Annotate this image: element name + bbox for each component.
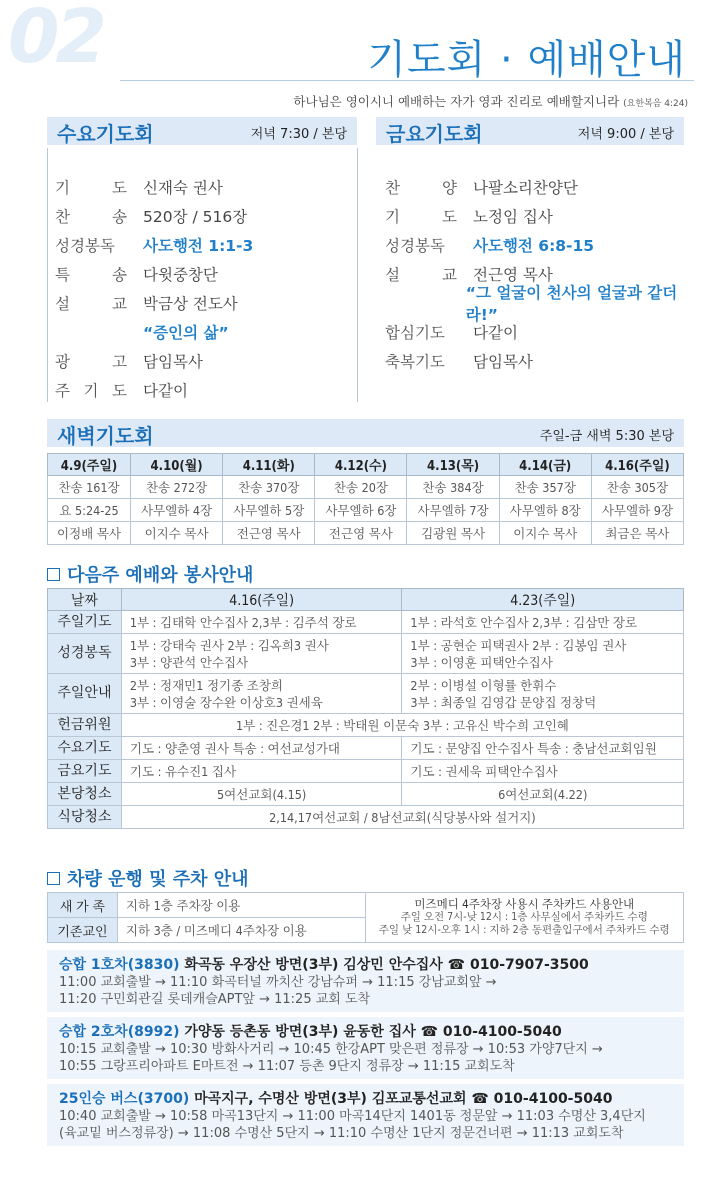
square-bullet-icon [47,568,60,581]
row-label-reading: 성경봉독 [48,634,122,674]
parking-heading-text: 차량 운행 및 주차 안내 [67,869,249,890]
route-area: 마곡지구, 수명산 방면(3부) [194,1091,367,1107]
dawn-cell: 사무엘하 6장 [315,499,407,522]
route-stops: 11:20 구민회관길 롯데캐슬APT앞 → 11:25 교회 도착 [59,992,371,1007]
title-divider [120,80,694,81]
next-week-heading [47,561,253,587]
label-char: 설 [385,265,400,284]
friday-row [385,230,685,259]
reading-b-line2: 3부 : 이영훈 피택안수집사 [410,654,553,670]
parking-heading [47,865,249,891]
dawn-date-header: 4.12(수) [315,454,407,476]
dawn-cell: 찬송 272장 [131,476,223,499]
prayer-cell-b: 1부 : 라석호 안수집사 2,3부 : 김삼만 장로 [402,611,684,634]
label-char: 도 [112,178,127,197]
dawn-date-header: 4.13(목) [407,454,499,476]
dawn-cell: 사무엘하 7장 [407,499,499,522]
route-stops: 10:40 교회출발 → 10:58 마곡13단지 → 11:00 마곡14단지 1401동 정문앞 → 11:03 수명산 3,4단지 [59,1109,646,1124]
friday-program [385,172,685,375]
route-header [59,954,672,974]
dawn-prayer-header [47,419,684,447]
dawn-cell: 찬송 161장 [48,476,131,499]
dawn-prayer-title: 새벽기도회 [57,424,154,448]
dawn-cell: 이정배 목사 [48,522,131,545]
friday-prayer-header [376,117,684,145]
dawn-cell: 사무엘하 5장 [223,499,315,522]
usher-b-line2: 3부 : 최종일 김영갑 문양집 정창덕 [410,694,597,710]
wednesday-row-value: 다윗중창단 [143,265,218,284]
friday-row-value: “그 얼굴이 천사의 얼굴과 같더라!” [465,283,678,324]
row-label-prayer: 주일기도 [48,611,122,634]
header-date-a: 4.16(주일) [121,589,402,611]
newcomer-label: 새 가 족 [48,893,118,918]
wednesday-cell-b: 기도 : 문양집 안수집사 특송 : 충남선교회임원 [402,737,684,760]
wednesday-program [55,172,350,404]
wednesday-row-label [55,350,129,372]
wednesday-prayer-header [47,117,357,145]
row-label-friday: 금요기도 [48,760,122,783]
dawn-cell: 사무엘하 4장 [131,499,223,522]
dawn-cell: 이지수 목사 [499,522,591,545]
row-label-usher: 주일안내 [48,674,122,714]
friday-row-value: 사도행전 6:8-15 [473,236,595,255]
dawn-prayer-table [47,453,684,545]
wednesday-row [55,375,350,404]
reading-b-line1: 1부 : 공현순 피택권사 2부 : 김봉임 권사 [410,637,627,653]
bus-name: 승합 2호차(8992) [59,1024,180,1040]
wednesday-row-value: 520장 / 516장 [143,207,248,226]
usher-b-line1: 2부 : 이병설 이형률 한휘수 [410,677,557,693]
column-divider [357,148,358,402]
dawn-row [48,476,684,499]
wednesday-row-label [55,234,129,256]
dawn-date-header: 4.16(주일) [591,454,683,476]
verse-text: 하나님은 영이시니 예배하는 자가 영과 진리로 예배할지니라 [293,94,620,109]
friday-prayer-time: 저녁 9:00 / 본당 [577,127,674,142]
dawn-date-header: 4.9(주일) [48,454,131,476]
page-title: 기도회 · 예배안내 [367,37,686,83]
dawn-cell: 요 5:24-25 [48,499,131,522]
member-parking: 지하 3층 / 미즈메디 4주차장 이용 [117,918,365,943]
label-char: 교 [112,294,127,313]
friday-cell-b: 기도 : 권세욱 피택안수집사 [402,760,684,783]
label-char: 광 [55,352,70,371]
route-driver: 김포교통선교회 ☎ 010-4100-5040 [371,1091,613,1107]
wednesday-row-value: “증인의 삶” [143,323,229,342]
dawn-cell: 사무엘하 8장 [499,499,591,522]
friday-row-value: 다같이 [473,323,518,342]
reading-cell-b [402,634,684,674]
wednesday-row-value: 다같이 [143,381,188,400]
sanctuary-cell-a: 5여선교회(4.15) [121,783,402,806]
wednesday-left-rule [47,148,48,402]
reading-cell-a [121,634,402,674]
dawn-row [48,499,684,522]
row-label-sanctuary: 본당청소 [48,783,122,806]
label-char: 고 [112,352,127,371]
next-week-heading-text: 다음주 예배와 봉사안내 [67,565,254,586]
header-date: 날짜 [48,589,122,611]
friday-row-value: 전근영 목사 [473,265,553,284]
route-driver: 윤동한 집사 ☎ 010-4100-5040 [343,1024,562,1040]
dawn-cell: 전근영 목사 [223,522,315,545]
friday-row [385,201,685,230]
square-bullet-icon [47,872,60,885]
label-char: 교 [442,265,457,284]
wednesday-prayer-time: 저녁 7:30 / 본당 [250,127,347,142]
dawn-cell: 찬송 357장 [499,476,591,499]
wednesday-row [55,346,350,375]
wednesday-row-label [55,263,129,285]
parking-card-line2: 주일 낮 12시-오후 1시 : 지하 2층 동편출입구에서 주차카드 수령 [378,924,670,936]
wednesday-row-label [55,379,129,401]
dawn-cell: 전근영 목사 [315,522,407,545]
row-label-wednesday: 수요기도 [48,737,122,760]
reading-a-line2: 3부 : 양관석 안수집사 [129,654,249,670]
label-char: 양 [442,178,457,197]
dawn-cell: 찬송 305장 [591,476,683,499]
friday-row-label [385,350,459,372]
label-char: 설 [55,294,70,313]
route-2 [47,1017,684,1079]
dawn-date-header: 4.11(화) [223,454,315,476]
label-char: 송 [112,265,127,284]
friday-row-value: 노정임 집사 [473,207,553,226]
usher-a-line1: 2부 : 정재민1 정기종 조창희 [129,677,284,693]
label-char: 축복기도 [385,352,445,371]
dawn-row [48,522,684,545]
friday-row-label [385,263,459,285]
label-char: 찬 [55,207,70,226]
parking-card-info [365,893,684,943]
wednesday-row [55,288,350,317]
friday-row-value: 담임목사 [473,352,533,371]
dawn-cell: 김광원 목사 [407,522,499,545]
wednesday-row [55,259,350,288]
usher-a-line2: 3부 : 이영술 장수완 이상호3 권세육 [129,694,323,710]
dawn-prayer-time: 주일-금 새벽 5:30 본당 [539,429,674,444]
wednesday-cell-a: 기도 : 양춘영 권사 특송 : 여선교성가대 [121,737,402,760]
label-char: 찬 [385,178,400,197]
dawn-cell: 찬송 20장 [315,476,407,499]
dawn-date-header: 4.14(금) [499,454,591,476]
verse-reference: (요한복음 4:24) [623,99,688,109]
wednesday-row-value: 박금상 전도사 [143,294,238,313]
friday-row-label [385,176,459,198]
label-char: 주 [55,381,70,400]
label-char: 성경봉독 [55,236,115,255]
label-char: 송 [112,207,127,226]
wednesday-row-label [55,205,129,227]
route-stops: 10:55 그랑프리아파트 E마트전 → 11:07 등촌 9단지 정류장 → 11:15 교회도착 [59,1059,515,1074]
header-date-b: 4.23(주일) [402,589,684,611]
friday-row-label [385,321,459,343]
wednesday-row [55,317,350,346]
route-3 [47,1084,684,1146]
dawn-date-header: 4.10(월) [131,454,223,476]
row-label-offering: 헌금위원 [48,714,122,737]
usher-cell-b [402,674,684,714]
label-char: 합심기도 [385,323,445,342]
route-driver: 김상민 안수집사 ☎ 010-7907-3500 [343,957,589,973]
friday-row-label [385,205,459,227]
route-area: 화곡동 우장산 방면(3부) [184,957,339,973]
friday-row-value: 나팔소리찬양단 [473,178,578,197]
friday-row-label [385,234,459,256]
friday-row [385,346,685,375]
newcomer-parking: 지하 1층 주차장 이용 [117,893,365,918]
wednesday-row [55,172,350,201]
scripture-verse [293,92,688,110]
friday-cell-a: 기도 : 유수진1 집사 [121,760,402,783]
wednesday-row-label [55,176,129,198]
dawn-cell: 찬송 384장 [407,476,499,499]
wednesday-row-value: 신재숙 권사 [143,178,223,197]
friday-row [385,283,685,324]
wednesday-row-value: 담임목사 [143,352,203,371]
route-1 [47,950,684,1012]
next-week-table [47,588,684,829]
route-header [59,1088,672,1108]
friday-prayer-title: 금요기도회 [386,122,483,146]
label-char: 기 [83,381,99,400]
bus-name: 승합 1호차(3830) [59,957,180,973]
wednesday-row-value: 사도행전 1:1-3 [143,236,254,255]
row-label-dining: 식당청소 [48,806,122,829]
label-char: 도 [442,207,457,226]
parking-card-line1: 주일 오전 7시-낮 12시 : 1층 사무실에서 주차카드 수령 [400,911,648,923]
label-char: 기 [55,178,70,197]
friday-row [385,172,685,201]
label-char: 특 [55,265,70,284]
label-char: 기 [385,207,400,226]
wednesday-row [55,201,350,230]
wednesday-row-label [55,292,129,314]
dining-cell: 2,14,17여선교회 / 8남선교회(식당봉사와 설거지) [121,806,683,829]
route-stops: 10:15 교회출발 → 10:30 방화사거리 → 10:45 한강APT 맞은편 정류장 → 10:53 가양7단지 → [59,1042,603,1057]
reading-a-line1: 1부 : 강태숙 권사 2부 : 김옥희3 권사 [129,637,329,653]
dawn-cell: 이지수 목사 [131,522,223,545]
label-char: 도 [112,381,127,400]
route-header [59,1021,672,1041]
label-char: 성경봉독 [385,236,445,255]
prayer-cell-a: 1부 : 김태학 안수집사 2,3부 : 김주석 장로 [121,611,402,634]
parking-card-title: 미즈메디 4주차장 사용시 주차카드 사용안내 [414,897,635,911]
sanctuary-cell-b: 6여선교회(4.22) [402,783,684,806]
bus-name: 25인승 버스(3700) [59,1091,190,1107]
dawn-cell: 최금은 목사 [591,522,683,545]
route-stops: (육교밑 버스정류장) → 11:08 수명산 5단지 → 11:10 수명산 1단지 정문건너편 → 11:13 교회도착 [59,1126,624,1141]
member-label: 기존교인 [48,918,118,943]
wednesday-row [55,230,350,259]
dawn-cell: 찬송 370장 [223,476,315,499]
route-area: 가양동 등촌동 방면(3부) [184,1024,339,1040]
usher-cell-a [121,674,402,714]
page-number: 02 [8,0,103,80]
dawn-cell: 사무엘하 9장 [591,499,683,522]
parking-table [47,892,684,943]
route-stops: 11:00 교회출발 → 11:10 화곡터널 까치산 강남슈퍼 → 11:15 강남교회앞 → [59,975,497,990]
offering-cell: 1부 : 진은경1 2부 : 박태원 이문숙 3부 : 고유신 박수희 고인혜 [121,714,683,737]
wednesday-prayer-title: 수요기도회 [57,122,154,146]
